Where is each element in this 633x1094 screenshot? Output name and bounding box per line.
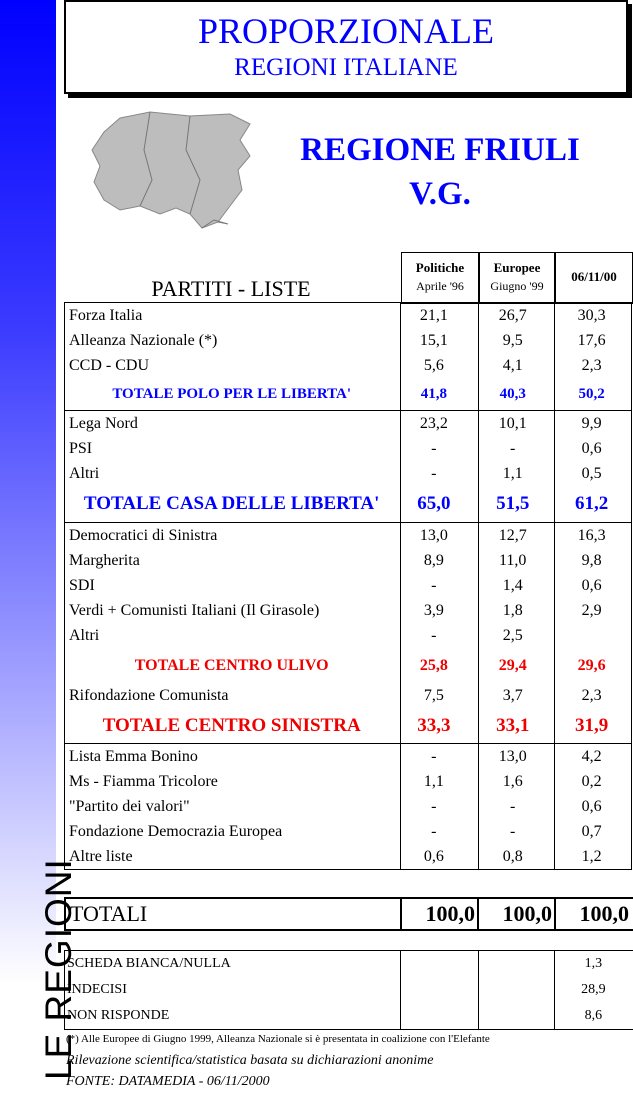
- column-header-date: [555, 252, 633, 304]
- table-block-altri: [64, 744, 632, 870]
- table-row: SCHEDA BIANCA/NULLA 1,3: [67, 956, 603, 971]
- table-row: Altri - 2,5: [69, 626, 523, 644]
- table-row: CCD - CDU 5,6 4,1 2,3: [69, 356, 602, 374]
- sidebar-label: LE REGIONI: [38, 858, 79, 1080]
- totals-value: 100,0: [579, 901, 629, 926]
- totals-row: [64, 897, 633, 931]
- title-box: [64, 0, 628, 94]
- table-row: Altre liste 0,6 0,8 1,2: [69, 847, 602, 865]
- table-row: Lista Emma Bonino - 13,0 4,2: [69, 747, 602, 765]
- table-row: Fondazione Democrazia Europea - - 0,7: [69, 822, 602, 840]
- table-row: Lega Nord 23,2 10,1 9,9: [69, 414, 602, 432]
- table-row: NON RISPONDE 8,6: [67, 1008, 603, 1023]
- method-note: Rilevazione scientifica/statistica basata su dichiarazioni anonime: [66, 1053, 434, 1068]
- column-sub: Aprile '96: [416, 279, 464, 293]
- table-row: Forza Italia 21,1 26,7 30,3: [69, 306, 606, 324]
- region-map-image: [90, 110, 260, 230]
- column-name: Europee: [493, 260, 541, 275]
- column-name: 06/11/00: [571, 269, 617, 284]
- table-row: "Partito dei valori" - - 0,6: [69, 797, 602, 815]
- totals-value: 100,0: [425, 901, 475, 926]
- table-row: SDI - 1,4 0,6: [69, 576, 602, 594]
- region-line2: V.G.: [409, 176, 471, 212]
- totals-label: TOTALI: [70, 901, 148, 926]
- page-title: PROPORZIONALE: [197, 11, 494, 51]
- source-note: FONTE: DATAMEDIA - 06/11/2000: [66, 1074, 270, 1089]
- total-row-polo: TOTALE POLO PER LE LIBERTA' 41,8 40,3 50,2: [112, 385, 605, 402]
- table-row: Democratici di Sinistra 13,0 12,7 16,3: [69, 526, 606, 544]
- region-line1: REGIONE FRIULI: [300, 132, 580, 168]
- results-table: [64, 302, 632, 870]
- table-row: Rifondazione Comunista 7,5 3,7 2,3: [69, 686, 602, 704]
- total-row-casa: TOTALE CASA DELLE LIBERTA' 65,0 51,5 61,2: [83, 493, 609, 514]
- party-column-header: PARTITI - LISTE: [151, 276, 311, 301]
- table-row: Alleanza Nazionale (*) 15,1 9,5 17,6: [69, 331, 606, 349]
- table-row: Ms - Fiamma Tricolore 1,1 1,6 0,2: [69, 772, 602, 790]
- table-row: Altri - 1,1 0,5: [69, 464, 602, 482]
- column-sub: Giugno '99: [490, 279, 544, 293]
- column-header-politiche: [401, 252, 479, 304]
- table-block-polo: [64, 302, 632, 411]
- table-row: PSI - - 0,6: [69, 439, 602, 457]
- table-row: INDECISI 28,9: [67, 982, 606, 997]
- page-subtitle: REGIONI ITALIANE: [234, 54, 458, 81]
- totals-value: 100,0: [502, 901, 552, 926]
- table-block-casa: [64, 411, 632, 523]
- column-header-europee: [479, 252, 555, 304]
- total-row-ulivo: TOTALE CENTRO ULIVO 25,8 29,4 29,6: [134, 656, 606, 674]
- table-row: Verdi + Comunisti Italiani (Il Girasole) 3,9 1,8 2,9: [69, 601, 602, 619]
- table-row: Margherita 8,9 11,0 9,8: [69, 551, 602, 569]
- column-name: Politiche: [415, 260, 465, 275]
- extra-table: [64, 950, 633, 1030]
- table-block-centro: [64, 523, 632, 744]
- footnote: (*) Alle Europee di Giugno 1999, Alleanza Nazionale si è presentata in coalizione con l'Elefante: [66, 1033, 490, 1045]
- region-title: [275, 128, 605, 216]
- total-row-sinistra: TOTALE CENTRO SINISTRA 33,3 33,1 31,9: [102, 714, 609, 736]
